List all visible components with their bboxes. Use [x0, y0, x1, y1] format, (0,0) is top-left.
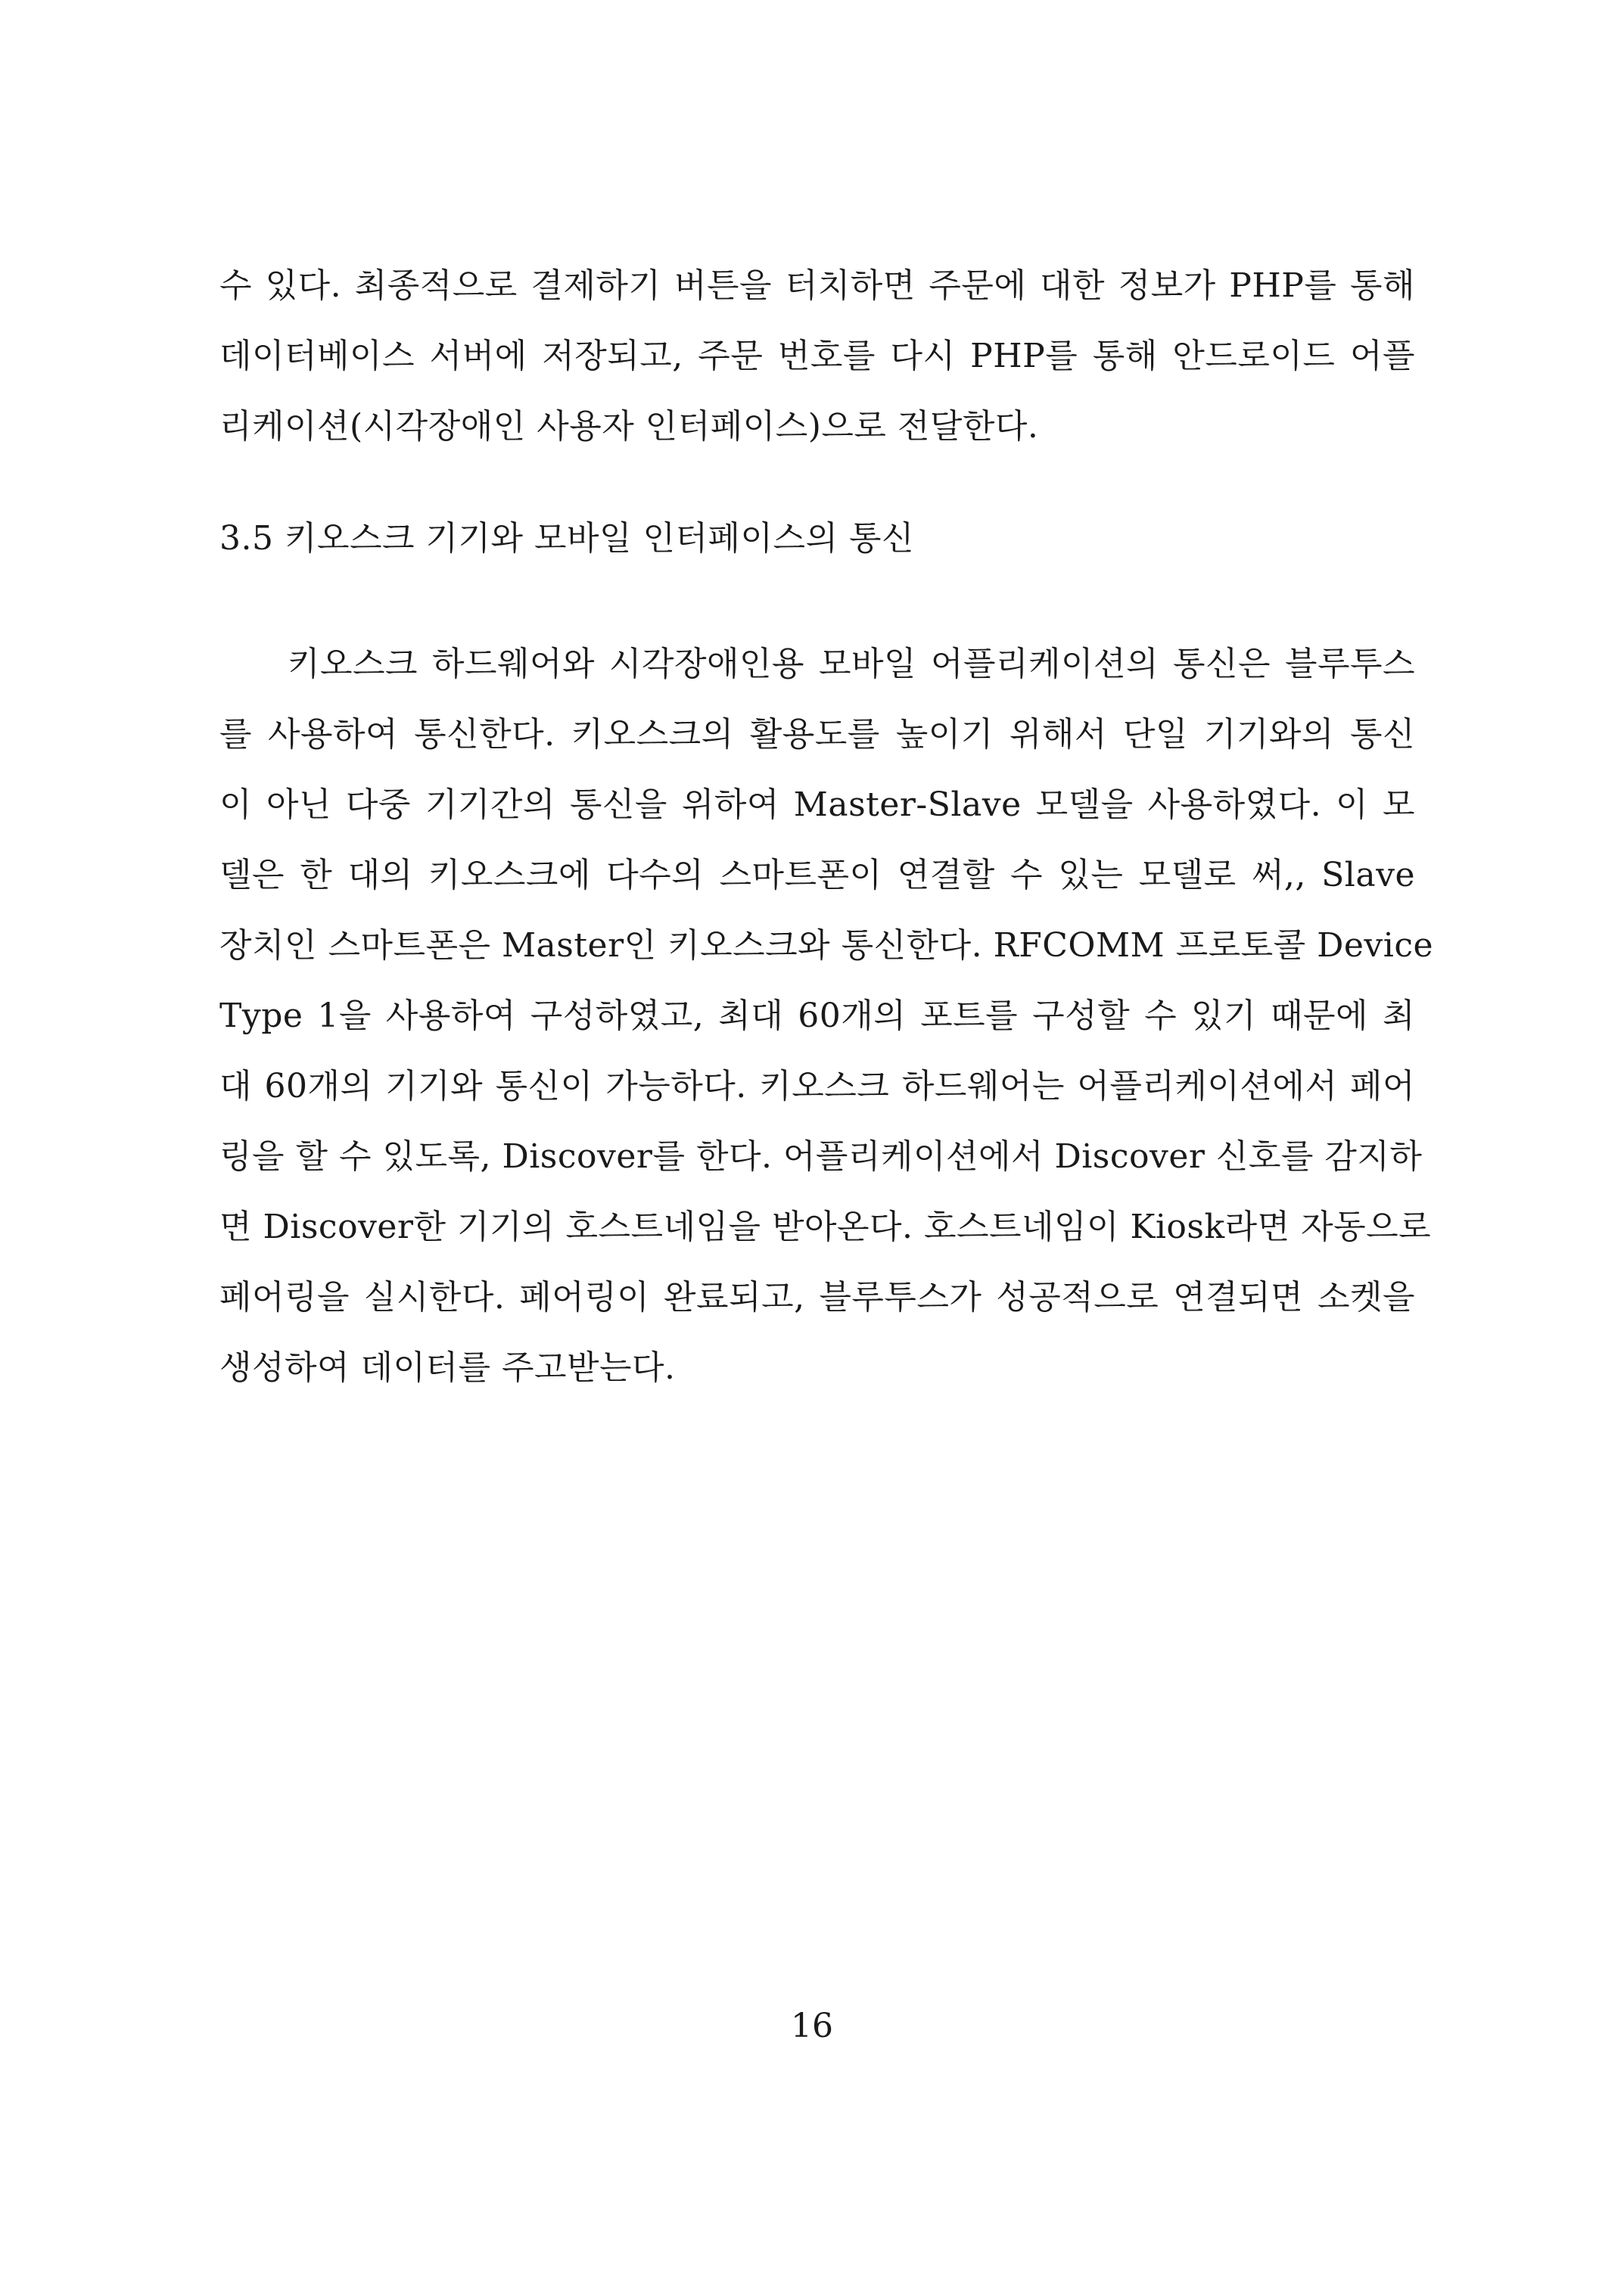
paragraph-1-line-3: 리케이션(시각장애인 사용자 인터페이스)으로 전달한다.: [219, 407, 1039, 446]
paragraph-2-line-2: 를 사용하여 통신한다. 키오스크의 활용도를 높이기 위해서 단일 기기와의 통신: [219, 715, 1415, 754]
section-heading: 3.5 키오스크 기기와 모바일 인터페이스의 통신: [219, 519, 914, 558]
paragraph-2-line-1: 키오스크 하드웨어와 시각장애인용 모바일 어플리케이션의 통신은 블루투스: [288, 645, 1415, 683]
paragraph-1-line-1: 수 있다. 최종적으로 결제하기 버튼을 터치하면 주문에 대한 정보가 PHP를 통해: [219, 266, 1415, 305]
paragraph-2-line-3: 이 아닌 다중 기기간의 통신을 위하여 Master-Slave 모델을 사용하였다. 이 모: [219, 785, 1415, 824]
paragraph-2-line-8: 링을 할 수 있도록, Discover를 한다. 어플리케이션에서 Discover 신호를 감지하: [219, 1137, 1423, 1176]
paragraph-2-line-9: 면 Discover한 기기의 호스트네임을 받아온다. 호스트네임이 Kiosk라면 자동으로: [219, 1208, 1432, 1246]
paragraph-2-line-6: Type 1을 사용하여 구성하였고, 최대 60개의 포트를 구성할 수 있기 때문에 최: [219, 997, 1415, 1035]
paragraph-2-line-7: 대 60개의 기기와 통신이 가능하다. 키오스크 하드웨어는 어플리케이션에서 페어: [219, 1067, 1415, 1106]
page-number: 16: [791, 2007, 833, 2045]
paragraph-1-line-2: 데이터베이스 서버에 저장되고, 주문 번호를 다시 PHP를 통해 안드로이드 어플: [219, 337, 1415, 375]
paragraph-2-line-4: 델은 한 대의 키오스크에 다수의 스마트폰이 연결할 수 있는 모델로 써,, Slave: [219, 856, 1415, 894]
paragraph-2-line-11: 생성하여 데이터를 주고받는다.: [219, 1348, 676, 1387]
paragraph-2-line-5: 장치인 스마트폰은 Master인 키오스크와 통신한다. RFCOMM 프로토콜 Device: [219, 926, 1434, 965]
paragraph-2-line-10: 페어링을 실시한다. 페어링이 완료되고, 블루투스가 성공적으로 연결되면 소켓을: [219, 1278, 1415, 1317]
